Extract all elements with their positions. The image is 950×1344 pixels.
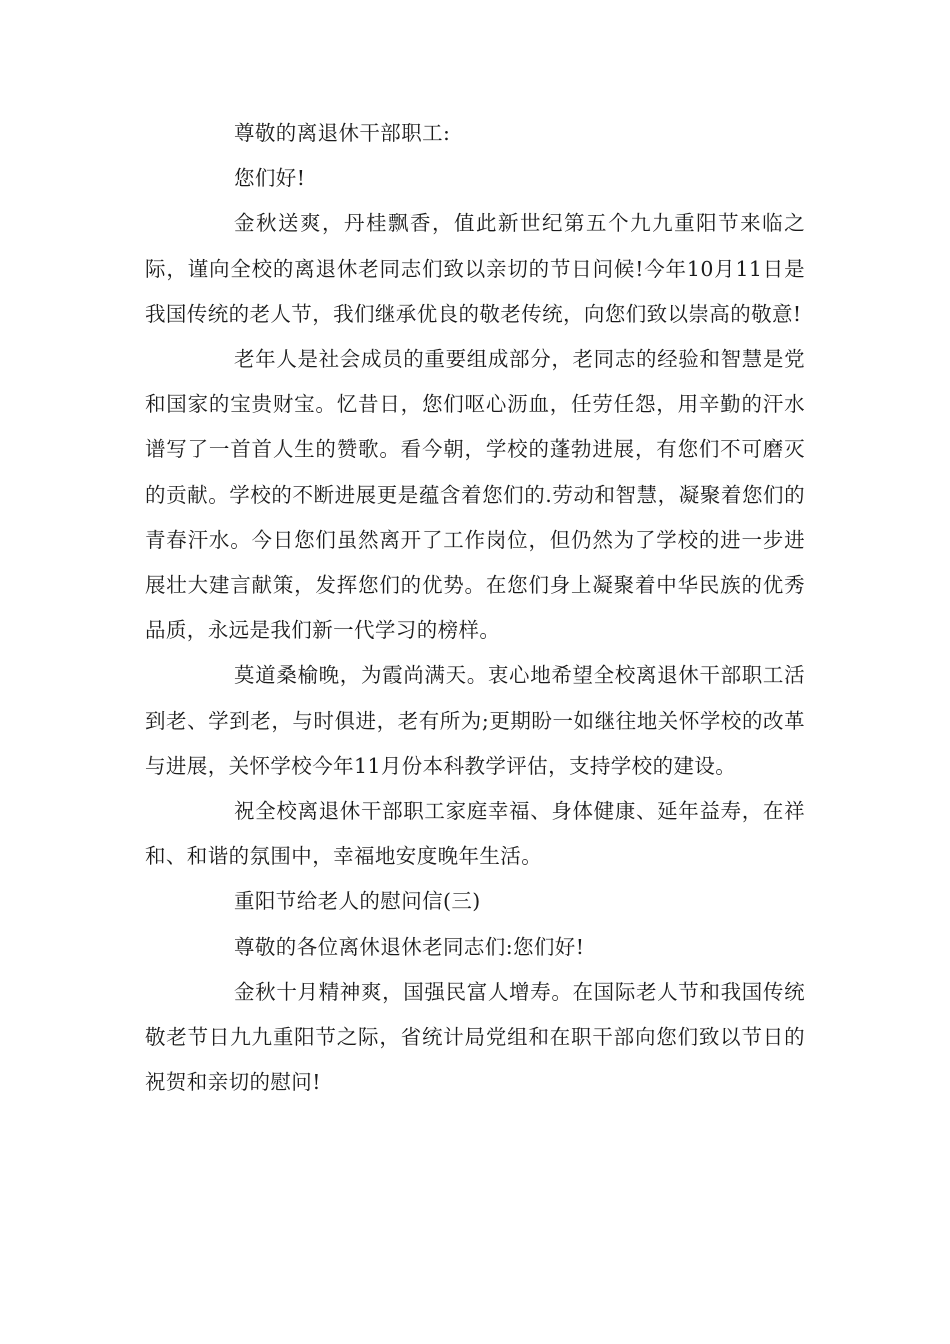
body-paragraph: 金秋送爽，丹桂飘香，值此新世纪第五个九九重阳节来临之际，谨向全校的离退休老同志们致以亲切的节日问候!今年10月11日是我国传统的老人节，我们继承优良的敬老传统，向您们致以崇高的敬意!	[145, 211, 805, 326]
greeting: 您们好!	[234, 166, 306, 191]
body-paragraph: 莫道桑榆晚，为霞尚满天。衷心地希望全校离退休干部职工活到老、学到老，与时俱进，老有所为;更期盼一如继往地关怀学校的改革与进展，关怀学校今年11月份本科教学评估，支持学校的建设。	[145, 663, 805, 778]
document-body	[145, 111, 805, 1105]
body-paragraph: 金秋十月精神爽，国强民富人增寿。在国际老人节和我国传统敬老节日九九重阳节之际，省统计局党组和在职干部向您们致以节日的祝贺和亲切的慰问!	[145, 979, 805, 1095]
body-paragraph: 祝全校离退休干部职工家庭幸福、身体健康、延年益寿，在祥和、和谐的氛围中，幸福地安度晚年生活。	[145, 799, 805, 869]
salutation: 尊敬的各位离休退休老同志们:您们好!	[234, 934, 585, 959]
salutation: 尊敬的离退休干部职工:	[234, 121, 451, 145]
section-title: 重阳节给老人的慰问信(三)	[234, 889, 481, 914]
body-paragraph: 老年人是社会成员的重要组成部分，老同志的经验和智慧是党和国家的宝贵财宝。忆昔日，您们呕心沥血，任劳任怨，用辛勤的汗水谱写了一首首人生的赞歌。看今朝，学校的蓬勃进展，有您们不可磨灭的贡献。学校的不断进展更是蕴含着您们的.劳动和智慧，凝聚着您们的青春汗水。今日您们虽然离开了工作岗位，但仍然为了学校的进一步进展壮大建言献策，发挥您们的优势。在您们身上凝聚着中华民族的优秀品质，永远是我们新一代学习的榜样。	[145, 347, 805, 643]
